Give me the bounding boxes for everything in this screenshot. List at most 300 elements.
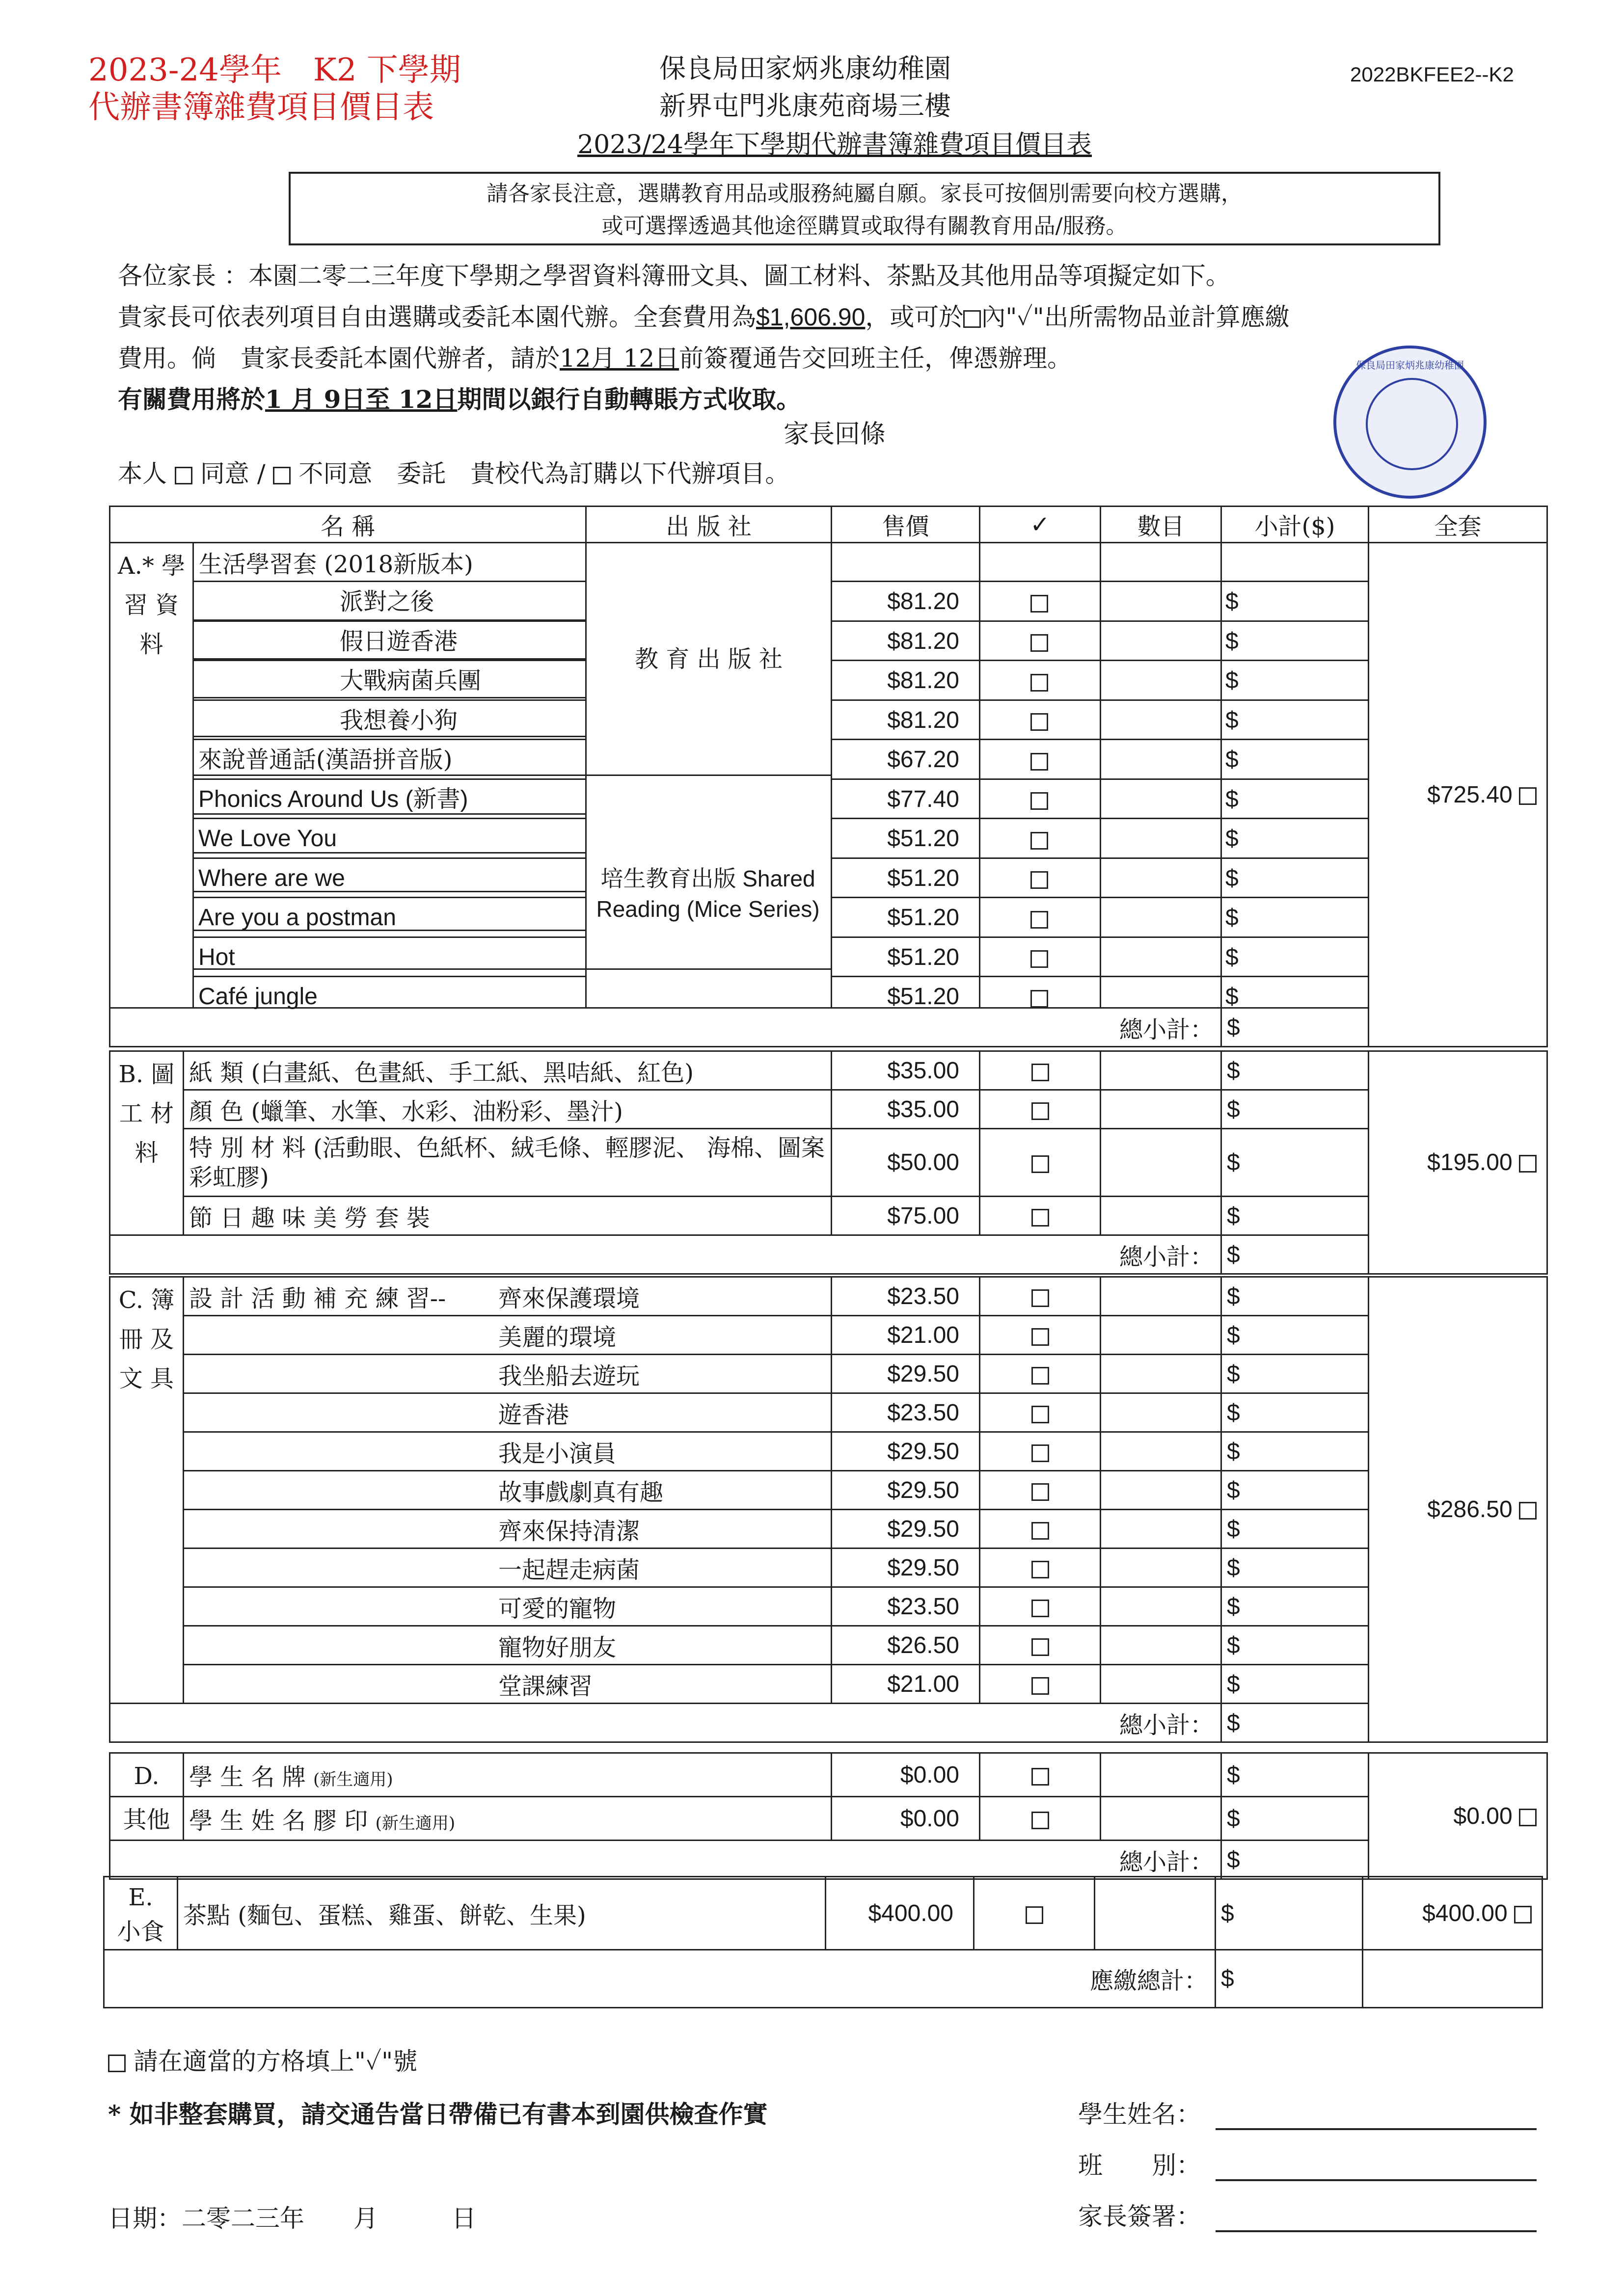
item-tick-cell <box>980 1129 1101 1197</box>
item-name-cell <box>184 1548 832 1587</box>
item-price: $29.50 <box>832 1510 980 1548</box>
item-checkbox[interactable] <box>1026 1906 1043 1924</box>
reply-deadline: 12月 12日 <box>560 344 679 373</box>
item-price: $23.50 <box>832 1393 980 1432</box>
agree-checkbox[interactable] <box>175 467 192 484</box>
item-checkbox[interactable] <box>1031 1367 1049 1385</box>
section-d-label: 其他 <box>110 1797 184 1841</box>
item-name: Café jungle <box>192 976 585 1015</box>
item-subtotal: $ <box>1220 818 1368 857</box>
item-checkbox[interactable] <box>1031 1812 1049 1829</box>
table-row <box>110 1316 1547 1355</box>
item-name: 來說普通話(漢語拼音版) <box>192 739 585 778</box>
item-price: $29.50 <box>832 1355 980 1393</box>
item-quantity-cell[interactable] <box>1101 1051 1221 1090</box>
grand-total-row <box>104 1950 1543 2008</box>
item-checkbox[interactable] <box>1030 792 1048 810</box>
intro-line3-b: 前簽覆通告交回班主任，俾憑辦理。 <box>679 344 1072 373</box>
item-checkbox[interactable] <box>1030 911 1048 929</box>
header-name: 名 稱 <box>110 507 586 543</box>
item-quantity-cell[interactable] <box>1100 739 1220 778</box>
item-subtotal: $ <box>1220 699 1368 739</box>
item-tick-cell <box>974 1877 1095 1950</box>
table-row <box>110 1129 1547 1197</box>
section-d-subtotal-label: 總小計： <box>110 1841 1221 1879</box>
section-c-group-title: 設 計 活 動 補 充 練 習-- <box>189 1284 446 1312</box>
item-name: 假日遊香港 <box>192 620 585 660</box>
section-c-subtotal-row <box>110 1704 1547 1742</box>
section-e-set-price: $400.00 <box>1422 1900 1508 1926</box>
item-tick-cell <box>980 1665 1101 1704</box>
table-row <box>110 1197 1547 1235</box>
full-set-total: $1,606.90 <box>756 303 866 331</box>
item-quantity-cell[interactable] <box>1100 699 1220 739</box>
item-name: 美麗的環境 <box>498 1323 617 1351</box>
item-tick-cell <box>979 699 1100 739</box>
intro-line2-c: 內"✓"出所需物品並計算應繳 <box>981 303 1290 331</box>
school-address: 新界屯門兆康苑商場三樓 <box>659 90 951 121</box>
item-tick-cell <box>980 1510 1101 1548</box>
item-price: $21.00 <box>832 1665 980 1704</box>
item-tick-cell <box>979 818 1100 857</box>
item-tick-cell <box>979 857 1100 897</box>
item-checkbox[interactable] <box>1031 1155 1049 1173</box>
table-row <box>110 1051 1547 1090</box>
grand-total-empty <box>1363 1950 1543 2008</box>
intro-line3-a: 費用。倘 貴家長委託本園代辦者，請於 <box>118 344 560 373</box>
item-quantity-cell[interactable] <box>1101 1432 1221 1471</box>
section-e-set-price-cell <box>1363 1877 1543 1950</box>
class-label: 班 別： <box>1078 2151 1201 2180</box>
item-subtotal: $ <box>1221 1355 1369 1393</box>
section-e-label-cell <box>104 1877 178 1950</box>
item-subtotal: $ <box>1221 1051 1369 1090</box>
item-checkbox[interactable] <box>1031 1522 1049 1540</box>
item-quantity-cell[interactable] <box>1101 1090 1221 1129</box>
header-price: 售價 <box>832 507 980 543</box>
item-price: $77.40 <box>831 778 979 818</box>
parent-sign-label: 家長簽署： <box>1078 2202 1201 2231</box>
item-name: We Love You <box>192 818 585 857</box>
item-checkbox[interactable] <box>1031 1328 1049 1346</box>
payment-dates: 1 月 9日至 12日 <box>265 385 458 414</box>
item-quantity-cell[interactable] <box>1095 1877 1216 1950</box>
item-tick-cell <box>980 1197 1101 1235</box>
table-row <box>110 1548 1547 1587</box>
item-checkbox[interactable] <box>1030 950 1048 968</box>
section-b-set-checkbox[interactable] <box>1519 1155 1537 1173</box>
item-checkbox[interactable] <box>1030 674 1048 692</box>
item-checkbox[interactable] <box>1031 1064 1049 1081</box>
item-tick-cell <box>980 1393 1101 1432</box>
item-name: 學 生 名 牌 <box>189 1763 306 1791</box>
item-name: 我想養小狗 <box>192 699 585 739</box>
item-price: $0.00 <box>832 1753 980 1797</box>
item-subtotal: $ <box>1221 1197 1369 1235</box>
item-price: $51.20 <box>831 976 979 1015</box>
item-name: 紙 類 (白畫紙、色畫紙、手工紙、黑咭紙、紅色) <box>184 1051 832 1090</box>
grand-total-dollar: $ <box>1216 1950 1363 2008</box>
item-tick-cell <box>979 778 1100 818</box>
grand-total-label: 應繳總計： <box>104 1950 1216 2008</box>
item-price: $29.50 <box>832 1548 980 1587</box>
item-name: Hot <box>192 936 585 976</box>
item-name-cell <box>184 1277 832 1316</box>
item-subtotal: $ <box>1216 1877 1363 1950</box>
item-name-cell <box>184 1316 832 1355</box>
item-name-cell <box>184 1432 832 1471</box>
item-quantity-cell[interactable] <box>1101 1753 1221 1797</box>
fee-table-section-b <box>109 1050 1548 1275</box>
section-a-subtotal-label: 總小計： <box>110 1008 1221 1047</box>
item-subtotal: $ <box>1221 1665 1369 1704</box>
item-quantity-cell[interactable] <box>1100 936 1220 976</box>
item-tick-cell <box>979 897 1100 936</box>
item-checkbox[interactable] <box>1031 1444 1049 1462</box>
item-quantity-cell[interactable] <box>1101 1797 1221 1841</box>
item-quantity-cell[interactable] <box>1101 1355 1221 1393</box>
item-name-cell <box>184 1797 832 1841</box>
intro-line2 <box>118 296 1443 338</box>
item-subtotal: $ <box>1221 1471 1369 1510</box>
item-subtotal: $ <box>1220 739 1368 778</box>
section-b-set-price-cell <box>1369 1051 1547 1274</box>
item-tick-cell <box>980 1471 1101 1510</box>
item-price: $51.20 <box>831 897 979 936</box>
item-name: 一起趕走病菌 <box>498 1556 640 1584</box>
fee-table-section-d <box>109 1752 1548 1880</box>
date-label: 日期：二零二三年 月 日 <box>108 2204 476 2233</box>
item-checkbox[interactable] <box>1031 1102 1049 1120</box>
item-name: 可愛的寵物 <box>498 1595 617 1623</box>
section-c-set-checkbox[interactable] <box>1519 1502 1537 1520</box>
item-note: (新生適用) <box>375 1813 456 1833</box>
table-row <box>110 1510 1547 1548</box>
item-quantity-cell[interactable] <box>1101 1665 1221 1704</box>
item-subtotal: $ <box>1221 1277 1369 1316</box>
item-name-cell <box>184 1587 832 1626</box>
item-tick-cell <box>980 1548 1101 1587</box>
tick-note <box>108 2042 417 2077</box>
item-quantity-cell[interactable] <box>1101 1626 1221 1665</box>
table-row <box>110 1797 1547 1841</box>
consent-prefix: 本人 <box>118 459 167 488</box>
intro-line1: 各位家長 ：本園二零二三年度下學期之學習資料簿冊文具、圖工材料、茶點及其他用品等項擬定如下。 <box>118 262 1230 290</box>
item-subtotal: $ <box>1220 936 1368 976</box>
item-name-cell <box>184 1393 832 1432</box>
section-d-set-checkbox[interactable] <box>1519 1809 1537 1826</box>
item-tick-cell <box>980 1753 1101 1797</box>
item-quantity-cell[interactable] <box>1101 1316 1221 1355</box>
item-name: 堂課練習 <box>498 1672 593 1700</box>
section-c-subtotal-dollar: $ <box>1221 1704 1369 1742</box>
seal-inner-ring <box>1366 378 1458 470</box>
item-tick-cell <box>979 976 1100 1015</box>
item-quantity-cell[interactable] <box>1100 897 1220 936</box>
section-d-set-price: $0.00 <box>1453 1803 1513 1829</box>
tick-note-text: 請在適當的方格填上"✓"號 <box>133 2047 418 2076</box>
intro-line2-b: ，或可於 <box>865 303 964 331</box>
item-price: $50.00 <box>832 1129 980 1197</box>
checkbox-icon <box>108 2055 126 2072</box>
item-quantity-cell[interactable] <box>1101 1587 1221 1626</box>
item-subtotal: $ <box>1221 1393 1369 1432</box>
student-name-label: 學生姓名： <box>1078 2100 1201 2129</box>
item-checkbox[interactable] <box>1031 1561 1049 1578</box>
parent-sign-field[interactable] <box>1216 2230 1537 2232</box>
item-quantity-cell[interactable] <box>1101 1129 1221 1197</box>
section-b-label: B. 圖 工 材 料 <box>110 1051 184 1235</box>
item-name: Are you a postman <box>192 897 585 936</box>
section-c-label: C. 簿 冊 及 文 具 <box>110 1277 184 1704</box>
item-subtotal: $ <box>1220 857 1368 897</box>
header-quantity: 數目 <box>1101 507 1221 543</box>
item-subtotal: $ <box>1220 778 1368 818</box>
notice-line1: 請各家長注意，選購教育用品或服務純屬自願。家長可按個別需要向校方選購， <box>487 181 1243 206</box>
item-name: Phonics Around Us (新書) <box>192 778 585 818</box>
item-checkbox[interactable] <box>1031 1289 1049 1307</box>
item-name-cell <box>184 1510 832 1548</box>
item-name: 寵物好朋友 <box>498 1633 617 1661</box>
section-c-set-price: $286.50 <box>1427 1496 1513 1522</box>
section-d-label-top: D. <box>110 1753 184 1797</box>
item-price: $29.50 <box>832 1471 980 1510</box>
section-a-label: A.* 學 習 資 料 <box>110 543 193 1008</box>
disagree-label: 不同意 委託 貴校代為訂購以下代辦項目。 <box>298 459 790 488</box>
item-checkbox[interactable] <box>1031 1600 1049 1617</box>
fee-table-section-e <box>103 1876 1543 2008</box>
header-tick: ✓ <box>980 507 1101 543</box>
item-tick-cell <box>979 739 1100 778</box>
item-price: $81.20 <box>831 581 979 620</box>
item-checkbox[interactable] <box>1031 1209 1049 1227</box>
header-full-set: 全套 <box>1369 507 1547 543</box>
item-tick-cell <box>979 660 1100 699</box>
section-b-subtotal-row <box>110 1235 1547 1274</box>
item-quantity-cell[interactable] <box>1100 818 1220 857</box>
item-name-cell <box>184 1626 832 1665</box>
item-name: 我坐船去遊玩 <box>498 1362 640 1390</box>
item-tick-cell <box>980 1355 1101 1393</box>
item-tick-cell <box>980 1587 1101 1626</box>
section-b-subtotal-dollar: $ <box>1221 1235 1369 1274</box>
item-tick-cell <box>979 581 1100 620</box>
item-price: $21.00 <box>832 1316 980 1355</box>
item-subtotal: $ <box>1220 897 1368 936</box>
item-name: 學 生 姓 名 膠 印 <box>189 1807 368 1835</box>
item-name: 節 日 趣 味 美 勞 套 裝 <box>184 1197 832 1235</box>
item-quantity-cell[interactable] <box>1100 976 1220 1015</box>
item-quantity-cell[interactable] <box>1100 857 1220 897</box>
agree-label: 同意 / <box>200 459 266 488</box>
table-row <box>104 1877 1543 1950</box>
section-b-subtotal-label: 總小計： <box>110 1235 1221 1274</box>
red-title-line2: 代辦書簿雜費項目價目表 <box>88 89 434 126</box>
item-checkbox[interactable] <box>1030 595 1048 613</box>
school-name: 保良局田家炳兆康幼稚園 <box>659 53 951 84</box>
item-quantity-cell[interactable] <box>1101 1197 1221 1235</box>
item-price: $29.50 <box>832 1432 980 1471</box>
item-price: $23.50 <box>832 1587 980 1626</box>
item-checkbox[interactable] <box>1031 1406 1049 1423</box>
item-price: $75.00 <box>832 1197 980 1235</box>
item-name-cell <box>184 1753 832 1797</box>
item-price: $81.20 <box>831 660 979 699</box>
item-quantity-cell[interactable] <box>1101 1471 1221 1510</box>
item-quantity-cell[interactable] <box>1100 620 1220 660</box>
school-seal-stamp <box>1333 346 1487 499</box>
item-name: 派對之後 <box>192 581 585 620</box>
item-price: $67.20 <box>831 739 979 778</box>
item-subtotal: $ <box>1220 976 1368 1015</box>
section-e-set-checkbox[interactable] <box>1514 1906 1532 1923</box>
item-subtotal: $ <box>1221 1432 1369 1471</box>
section-a-set-price-cell <box>1369 543 1547 1047</box>
item-subtotal: $ <box>1221 1090 1369 1129</box>
item-name-cell <box>184 1471 832 1510</box>
intro-paragraph <box>118 255 1443 420</box>
section-a-group-title: 生活學習套 (2018新版本) <box>193 543 586 582</box>
item-quantity-cell[interactable] <box>1101 1393 1221 1432</box>
item-tick-cell <box>980 1316 1101 1355</box>
table-row <box>110 543 1547 582</box>
item-price: $400.00 <box>826 1877 974 1950</box>
table-row <box>110 1626 1547 1665</box>
item-checkbox[interactable] <box>1030 634 1048 652</box>
class-field[interactable] <box>1216 2179 1537 2181</box>
item-quantity-cell[interactable] <box>1100 660 1220 699</box>
item-name: 特 別 材 料 (活動眼、色紙杯、絨毛條、輕膠泥、 海棉、圖案彩虹膠) <box>184 1129 832 1197</box>
table-row <box>110 1393 1547 1432</box>
reply-title: 家長回條 <box>783 420 886 449</box>
item-name: 遊香港 <box>498 1401 569 1429</box>
section-d-set-price-cell <box>1369 1753 1547 1879</box>
section-b-set-price: $195.00 <box>1427 1149 1513 1175</box>
item-price: $35.00 <box>832 1051 980 1090</box>
table-row <box>110 1587 1547 1626</box>
item-price: $23.50 <box>832 1277 980 1316</box>
checkbox-icon <box>963 310 981 328</box>
item-checkbox[interactable] <box>1031 1483 1049 1501</box>
item-name: 顏 色 (蠟筆、水筆、水彩、油粉彩、墨汁) <box>184 1090 832 1129</box>
item-subtotal: $ <box>1221 1129 1369 1197</box>
item-price: $81.20 <box>831 620 979 660</box>
item-quantity-cell[interactable] <box>1101 1548 1221 1587</box>
item-quantity-cell[interactable] <box>1100 778 1220 818</box>
item-subtotal: $ <box>1220 620 1368 660</box>
table-row <box>110 1277 1547 1316</box>
item-price: $51.20 <box>831 818 979 857</box>
item-note: (新生適用) <box>313 1769 393 1789</box>
table-row <box>110 1090 1547 1129</box>
item-checkbox[interactable] <box>1031 1768 1049 1786</box>
table-header-row <box>110 507 1547 543</box>
item-checkbox[interactable] <box>1031 1638 1049 1656</box>
item-subtotal: $ <box>1221 1587 1369 1626</box>
item-tick-cell <box>979 936 1100 976</box>
item-price: $0.00 <box>832 1797 980 1841</box>
bring-note: * 如非整套購買，請交通告當日帶備已有書本到園供檢查作實 <box>108 2100 768 2129</box>
publisher-2: 培生教育出版 Shared Reading (Mice Series) <box>596 866 820 922</box>
section-a-subtotal-dollar: $ <box>1221 1008 1369 1047</box>
table-row <box>110 1471 1547 1510</box>
item-checkbox[interactable] <box>1030 832 1048 850</box>
section-d-subtotal-dollar: $ <box>1221 1841 1369 1879</box>
item-name: 齊來保護環境 <box>498 1284 640 1312</box>
consent-line <box>118 456 789 491</box>
section-e-label: 小食 <box>117 1918 164 1946</box>
item-quantity-cell[interactable] <box>1101 1510 1221 1548</box>
table-row <box>110 1432 1547 1471</box>
disagree-checkbox[interactable] <box>273 467 291 484</box>
section-e-label-top: E. <box>128 1884 153 1911</box>
item-quantity-cell[interactable] <box>1100 581 1220 620</box>
seal-text: 保良局田家炳兆康幼稚園 <box>1356 359 1464 371</box>
item-subtotal: $ <box>1221 1626 1369 1665</box>
section-c-body <box>110 1277 1547 1742</box>
item-checkbox[interactable] <box>1030 990 1048 1008</box>
intro-line4 <box>118 379 1443 420</box>
item-tick-cell <box>980 1090 1101 1129</box>
item-checkbox[interactable] <box>1030 871 1048 889</box>
table-row <box>110 1665 1547 1704</box>
section-a-set-price: $725.40 <box>1427 781 1513 808</box>
student-name-field[interactable] <box>1216 2128 1537 2130</box>
intro-line4-b: 期間以銀行自動轉賬方式收取。 <box>457 385 801 414</box>
item-checkbox[interactable] <box>1031 1677 1049 1695</box>
item-subtotal: $ <box>1221 1797 1369 1841</box>
publisher-1: 教 育 出 版 社 <box>586 543 832 775</box>
item-subtotal: $ <box>1221 1316 1369 1355</box>
form-code: 2022BKFEE2--K2 <box>1350 63 1514 86</box>
item-subtotal: $ <box>1220 581 1368 620</box>
notice-line2: 或可選擇透過其他途徑購買或取得有關教育用品/服務。 <box>601 214 1128 239</box>
item-tick-cell <box>979 620 1100 660</box>
item-tick-cell <box>980 1432 1101 1471</box>
item-price: $26.50 <box>832 1626 980 1665</box>
item-name: 茶點 (麵包、蛋糕、雞蛋、餅乾、生果) <box>178 1877 826 1950</box>
item-tick-cell <box>980 1051 1101 1090</box>
item-price: $51.20 <box>831 857 979 897</box>
intro-line2-a: 貴家長可依表列項目自由選購或委託本園代辦。全套費用為 <box>118 303 756 331</box>
section-c-subtotal-label: 總小計： <box>110 1704 1221 1742</box>
item-tick-cell <box>980 1797 1101 1841</box>
section-c-set-price-cell <box>1369 1277 1547 1742</box>
item-quantity-cell[interactable] <box>1101 1277 1221 1316</box>
table-row <box>110 1753 1547 1797</box>
item-checkbox[interactable] <box>1030 713 1048 731</box>
item-tick-cell <box>980 1277 1101 1316</box>
red-title-line1: 2023-24學年 K2 下學期 <box>88 52 461 88</box>
item-tick-cell <box>980 1626 1101 1665</box>
intro-line4-a: 有關費用將於 <box>118 385 265 414</box>
item-subtotal: $ <box>1221 1548 1369 1587</box>
item-checkbox[interactable] <box>1030 753 1048 771</box>
item-subtotal: $ <box>1220 660 1368 699</box>
header-publisher: 出 版 社 <box>586 507 832 543</box>
table-row <box>110 1355 1547 1393</box>
item-subtotal: $ <box>1221 1753 1369 1797</box>
item-price: $81.20 <box>831 699 979 739</box>
item-subtotal: $ <box>1221 1510 1369 1548</box>
notice-box <box>289 172 1440 245</box>
item-name-cell <box>184 1665 832 1704</box>
item-price: $35.00 <box>832 1090 980 1129</box>
intro-line3 <box>118 338 1443 379</box>
item-name-cell <box>184 1355 832 1393</box>
section-a-set-checkbox[interactable] <box>1519 787 1537 805</box>
item-name: 故事戲劇真有趣 <box>498 1478 664 1506</box>
